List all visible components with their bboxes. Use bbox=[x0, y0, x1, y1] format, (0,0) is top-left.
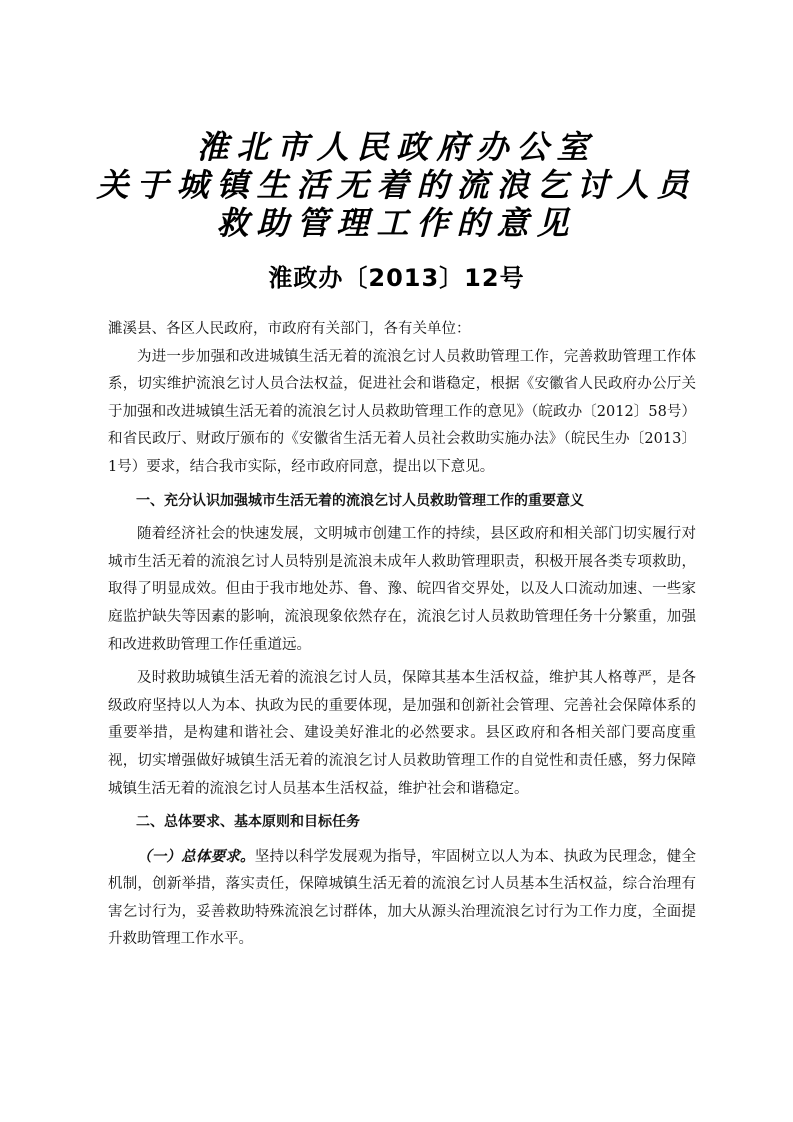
addressee: 濉溪县、各区人民政府，市政府有关部门，各有关单位： bbox=[108, 321, 471, 337]
section-2-item-1-text: 坚持以科学发展观为指导，牢固树立以人为本、执政为民理念，健全机制，创新举措，落实责任，保障城镇生活无着的流浪乞讨人员基本生活权益，综合治理有害乞讨行为，妥善救助特殊流浪乞讨群体，加大从源头治理流浪乞讨行为工作力度，全面提升救助管理工作水平。 bbox=[108, 848, 697, 948]
document-body bbox=[108, 316, 696, 954]
section-1-paragraph-1: 随着经济社会的快速发展，文明城市创建工作的持续，县区政府和相关部门切实履行对城市生活无着的流浪乞讨人员特别是流浪未成年人救助管理职责，积极开展各类专项救助，取得了明显成效。但由于我市地处苏、鲁、豫、皖四省交界处，以及人口流动加速、一些家庭监护缺失等因素的影响，流浪现象依然存在，流浪乞讨人员救助管理任务十分繁重，加强和改进救助管理工作任重道远。 bbox=[108, 526, 696, 653]
document-number: 淮政办〔2013〕12号 bbox=[268, 264, 525, 292]
section-1-heading: 一、充分认识加强城市生活无着的流浪乞讨人员救助管理工作的重要意义 bbox=[136, 492, 584, 509]
section-2-heading: 二、总体要求、基本原则和目标任务 bbox=[136, 814, 360, 831]
document-title bbox=[0, 128, 793, 242]
intro-paragraph: 为进一步加强和改进城镇生活无着的流浪乞讨人员救助管理工作，完善救助管理工作体系，切实维护流浪乞讨人员合法权益，促进社会和谐稳定，根据《安徽省人民政府办公厅关于加强和改进城镇生活无着的流浪乞讨人员救助管理工作的意见》（皖政办〔2012〕58号）和省民政厅、财政厅颁布的《安徽省生活无着人员社会救助实施办法》（皖民生办〔2013〕1号）要求，结合我市实际，经市政府同意，提出以下意见。 bbox=[108, 348, 696, 475]
section-1-paragraph-2: 及时救助城镇生活无着的流浪乞讨人员，保障其基本生活权益，维护其人格尊严，是各级政府坚持以人为本、执政为民的重要体现，是加强和创新社会管理、完善社会保障体系的重要举措，是构建和谐社会、建设美好淮北的必然要求。县区政府和各相关部门要高度重视，切实增强做好城镇生活无着的流浪乞讨人员救助管理工作的自觉性和责任感，努力保障城镇生活无着的流浪乞讨人员基本生活权益，维护社会和谐稳定。 bbox=[108, 670, 696, 797]
title-line-1: 淮北市人民政府办公室 bbox=[196, 128, 597, 166]
title-line-2: 关于城镇生活无着的流浪乞讨人员 bbox=[96, 166, 697, 204]
title-line-3: 救助管理工作的意见 bbox=[216, 204, 577, 242]
section-2-item-1-lead: （一）总体要求。 bbox=[137, 847, 255, 865]
section-2-item-1 bbox=[108, 843, 696, 954]
